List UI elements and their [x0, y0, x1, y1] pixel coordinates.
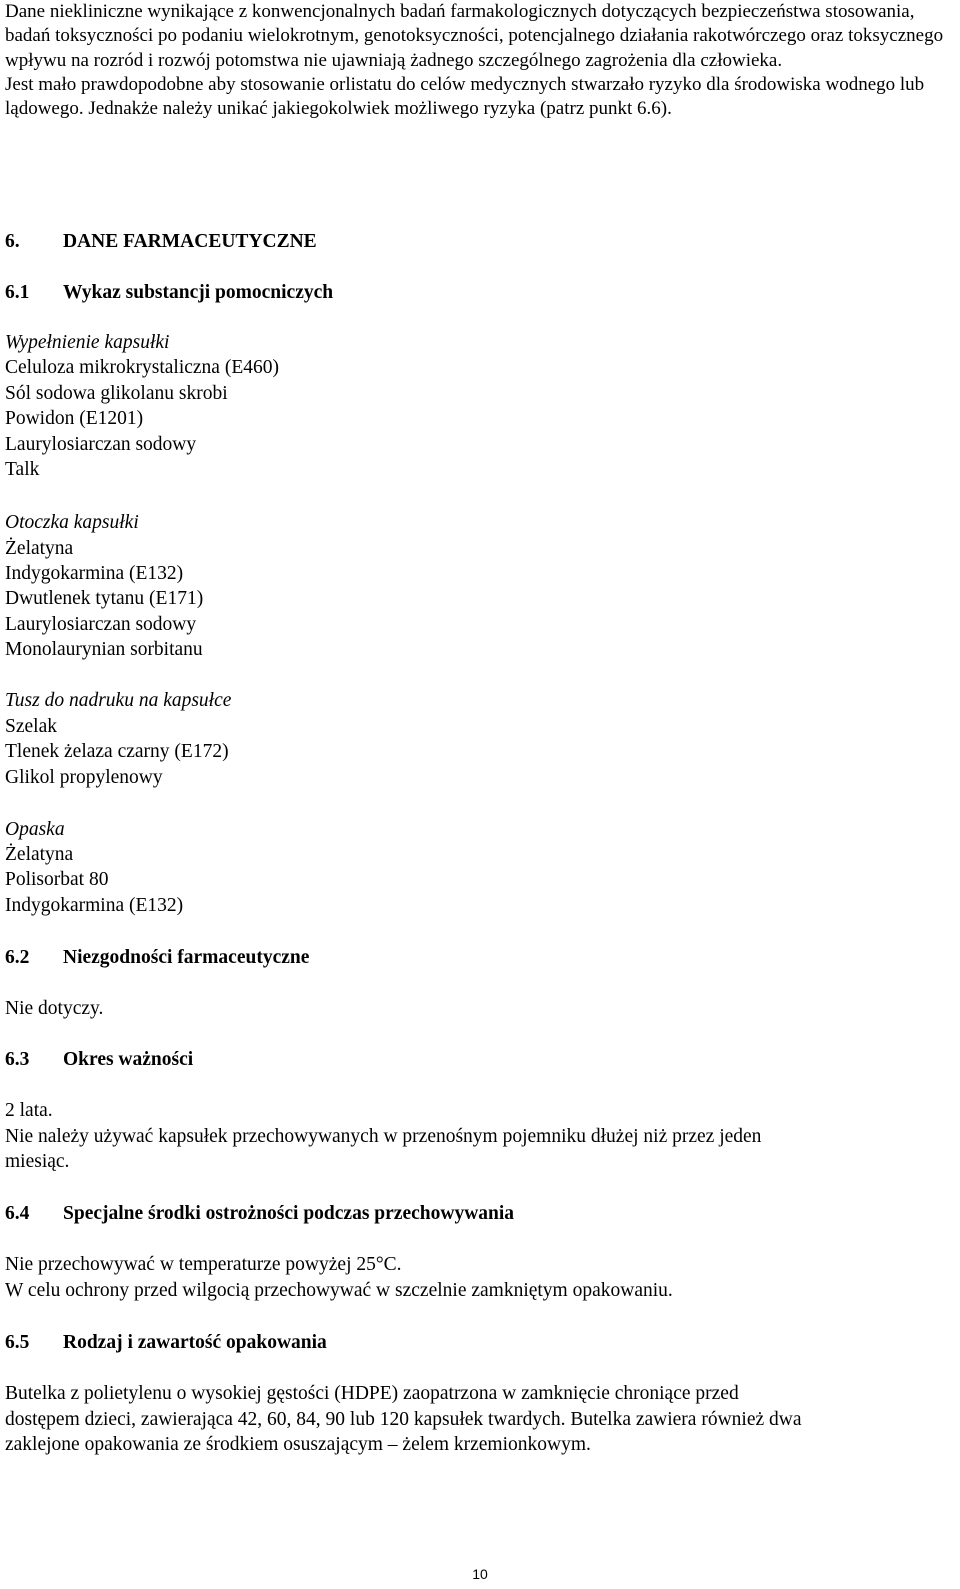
section-6-4-heading: 6.4 Specjalne środki ostrożności podczas przechowywania — [5, 1203, 515, 1224]
list-item: Monolaurynian sorbitanu — [5, 639, 203, 660]
list-item: Żelatyna — [5, 844, 74, 865]
list-item: Celuloza mikrokrystaliczna (E460) — [5, 357, 279, 378]
shell-subheading: Otoczka kapsułki — [5, 512, 139, 533]
list-item: Powidon (E1201) — [5, 408, 144, 429]
list-item: Indygokarmina (E132) — [5, 563, 184, 584]
section-6-5-line: Butelka z polietylenu o wysokiej gęstości (HDPE) zaopatrzona w zamknięcie chroniące przed — [5, 1383, 739, 1404]
section-6-5-heading: 6.5 Rodzaj i zawartość opakowania — [5, 1332, 327, 1353]
list-item: Żelatyna — [5, 538, 74, 559]
list-item: Laurylosiarczan sodowy — [5, 614, 197, 635]
intro-paragraph-1: Dane niekliniczne wynikające z konwencjonalnych badań farmakologicznych dotyczących bezpieczeństwa stosowania, badań toksyczności po podaniu wielokrotnym, genotoksyczności, potencjalnego działania rakotwórczego oraz toksycznego wpływu na rozród i rozwój potomstwa nie ujawniają żadnego szczególnego zagrożenia dla człowieka. — [5, 1, 944, 71]
band-subheading: Opaska — [5, 819, 65, 840]
section-6-3-line: 2 lata. — [5, 1100, 53, 1121]
list-item: Szelak — [5, 716, 57, 737]
section-6-5-line: dostępem dzieci, zawierająca 42, 60, 84, 90 lub 120 kapsułek twardych. Butelka zawiera również dwa — [5, 1409, 802, 1430]
intro-paragraph-2: Jest mało prawdopodobne aby stosowanie orlistatu do celów medycznych stwarzało ryzyko dla środowiska wodnego lub lądowego. Jednakże należy unikać jakiegokolwiek możliwego ryzyka (patrz punkt 6.6). — [5, 73, 925, 120]
section-6-5-line: zaklejone opakowania ze środkiem osuszającym – żelem krzemionkowym. — [5, 1434, 591, 1455]
section-6-4-line: Nie przechowywać w temperaturze powyżej 25°C. — [5, 1254, 402, 1275]
list-item: Glikol propylenowy — [5, 767, 163, 788]
section-6-3-heading: 6.3 Okres ważności — [5, 1049, 194, 1070]
list-item: Talk — [5, 459, 40, 480]
section-6-3-line: Nie należy używać kapsułek przechowywanych w przenośnym pojemniku dłużej niż przez jeden — [5, 1126, 762, 1147]
intro-text — [5, 0, 955, 121]
section-6-2-text: Nie dotyczy. — [5, 998, 104, 1019]
ink-subheading: Tusz do nadruku na kapsułce — [5, 690, 232, 711]
page-number: 10 — [472, 1566, 488, 1582]
section-6-4-line: W celu ochrony przed wilgocią przechowywać w szczelnie zamkniętym opakowaniu. — [5, 1280, 673, 1301]
section-6-2-heading: 6.2 Niezgodności farmaceutyczne — [5, 947, 310, 968]
list-item: Sól sodowa glikolanu skrobi — [5, 383, 228, 404]
section-6-3-line: miesiąc. — [5, 1151, 70, 1172]
list-item: Laurylosiarczan sodowy — [5, 434, 197, 455]
list-item: Indygokarmina (E132) — [5, 895, 184, 916]
list-item: Tlenek żelaza czarny (E172) — [5, 741, 229, 762]
section-6-heading: 6. DANE FARMACEUTYCZNE — [5, 231, 317, 252]
list-item: Dwutlenek tytanu (E171) — [5, 588, 204, 609]
fill-subheading: Wypełnienie kapsułki — [5, 332, 170, 353]
section-6-1-heading: 6.1 Wykaz substancji pomocniczych — [5, 282, 334, 303]
list-item: Polisorbat 80 — [5, 869, 109, 890]
